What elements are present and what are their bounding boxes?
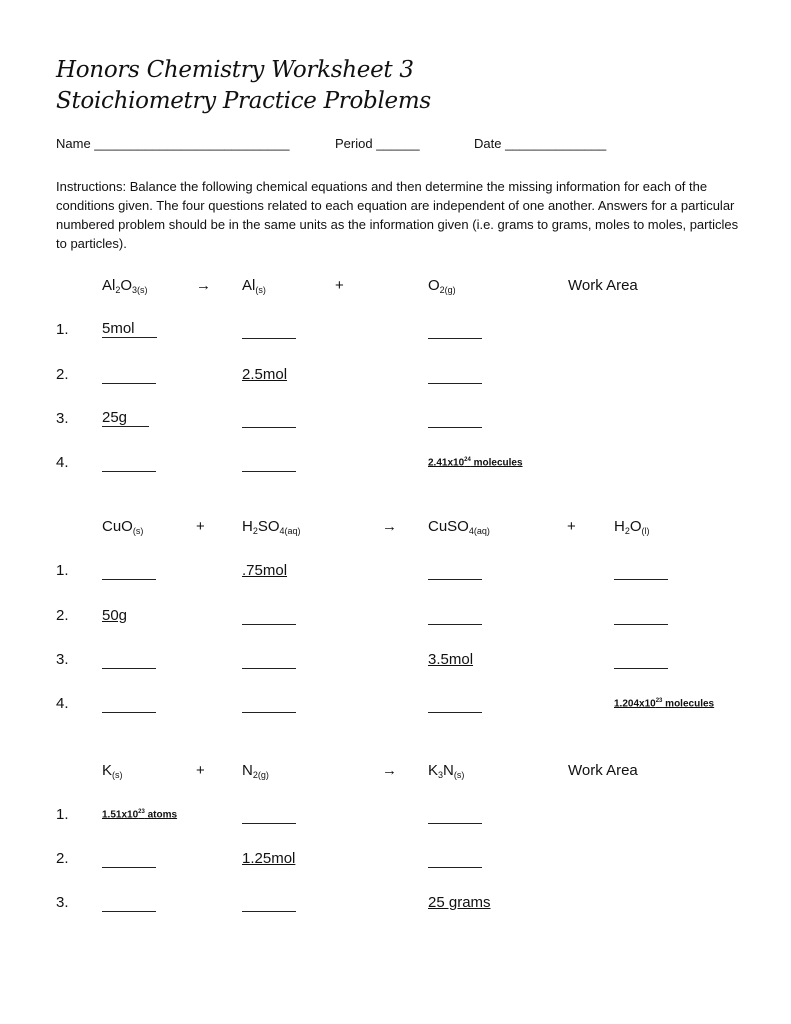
answer-blank[interactable] xyxy=(102,578,156,580)
answer-blank[interactable] xyxy=(242,822,296,824)
answer-blank[interactable] xyxy=(242,667,296,669)
plus-sign: + xyxy=(567,518,576,535)
answer-blank[interactable] xyxy=(614,578,668,580)
answer-blank[interactable] xyxy=(614,623,668,625)
answer-blank[interactable] xyxy=(242,426,296,428)
answer-blank[interactable] xyxy=(242,711,296,713)
given-value: 1.25mol xyxy=(242,850,296,867)
answer-blank[interactable] xyxy=(428,578,482,580)
question-number: 4. xyxy=(56,695,69,712)
eq2-product-h2o: $H_2O_{(l)}$ xyxy=(614,518,650,536)
instructions: Instructions: Balance the following chemical equations and then determine the missing information for each of the conditions given. The four questions related to each equation are independent of one another. Answers for a particular numbered problem should be in the same units as the information given (i.e. grams to grams, moles to moles, particles to particles). xyxy=(56,179,739,251)
arrow-icon: → xyxy=(382,518,397,535)
name-field[interactable]: Name ___________________________ xyxy=(56,136,290,151)
answer-blank[interactable] xyxy=(102,382,156,384)
eq2-reactant-h2so4: $H_2SO_{4(aq)}$ xyxy=(242,518,301,536)
eq1-product-o2: $O_{2(g)}$ xyxy=(428,277,456,295)
work-area-label: Work Area xyxy=(568,277,638,294)
plus-sign: + xyxy=(196,762,205,779)
answer-blank[interactable] xyxy=(242,337,296,339)
answer-blank[interactable] xyxy=(428,711,482,713)
worksheet-title: Honors Chemistry Worksheet 3 xyxy=(56,57,414,83)
eq1-product-al: $Al_{(s)}$ xyxy=(242,277,266,295)
question-number: 1. xyxy=(56,806,69,823)
question-number: 3. xyxy=(56,894,69,911)
eq2-reactant-cuo: CuO$_{(s)}$ xyxy=(102,518,144,536)
given-value: $1.51x10^{23}$ atoms xyxy=(102,809,178,821)
answer-blank[interactable] xyxy=(102,910,156,912)
question-number: 2. xyxy=(56,850,69,867)
period-field[interactable]: Period ______ xyxy=(335,136,420,151)
answer-blank[interactable] xyxy=(428,822,482,824)
eq3-reactant-k: $K_{(s)}$ xyxy=(102,762,123,780)
question-number: 3. xyxy=(56,410,69,427)
given-value: 25 grams xyxy=(428,894,491,911)
answer-blank[interactable] xyxy=(428,866,482,868)
plus-sign: + xyxy=(335,277,344,294)
answer-blank[interactable] xyxy=(614,667,668,669)
eq2-product-cuso4: CuSO$_{4(aq)}$ xyxy=(428,518,490,536)
question-number: 3. xyxy=(56,651,69,668)
given-value: 5mol xyxy=(102,321,157,338)
work-area-label: Work Area xyxy=(568,762,638,779)
eq1-reactant-al2o3: $Al_2O_{3(s)}$ xyxy=(102,277,148,295)
given-value: $1.204x10^{23}$ molecules xyxy=(614,698,715,710)
answer-blank[interactable] xyxy=(428,426,482,428)
question-number: 2. xyxy=(56,366,69,383)
question-number: 1. xyxy=(56,562,69,579)
given-value: .75mol xyxy=(242,562,288,579)
given-value: 25g xyxy=(102,410,149,427)
eq3-reactant-n2: $N_{2(g)}$ xyxy=(242,762,269,780)
answer-blank[interactable] xyxy=(428,382,482,384)
question-number: 1. xyxy=(56,321,69,338)
answer-blank[interactable] xyxy=(102,470,156,472)
answer-blank[interactable] xyxy=(242,623,296,625)
date-field[interactable]: Date ______________ xyxy=(474,136,607,151)
answer-blank[interactable] xyxy=(242,470,296,472)
answer-blank[interactable] xyxy=(102,667,156,669)
answer-blank[interactable] xyxy=(102,711,156,713)
answer-blank[interactable] xyxy=(428,623,482,625)
answer-blank[interactable] xyxy=(242,910,296,912)
worksheet-subtitle: Stoichiometry Practice Problems xyxy=(56,88,431,114)
given-value: 2.5mol xyxy=(242,366,288,383)
given-value: $2.41x10^{24}$ molecules xyxy=(428,457,523,469)
arrow-icon: → xyxy=(196,277,211,294)
answer-blank[interactable] xyxy=(428,337,482,339)
question-number: 2. xyxy=(56,607,69,624)
arrow-icon: → xyxy=(382,762,397,779)
eq3-product-k3n: $K_3N_{(s)}$ xyxy=(428,762,465,780)
given-value: 3.5mol xyxy=(428,651,474,668)
answer-blank[interactable] xyxy=(102,866,156,868)
given-value: 50g xyxy=(102,607,128,624)
question-number: 4. xyxy=(56,454,69,471)
plus-sign: + xyxy=(196,518,205,535)
